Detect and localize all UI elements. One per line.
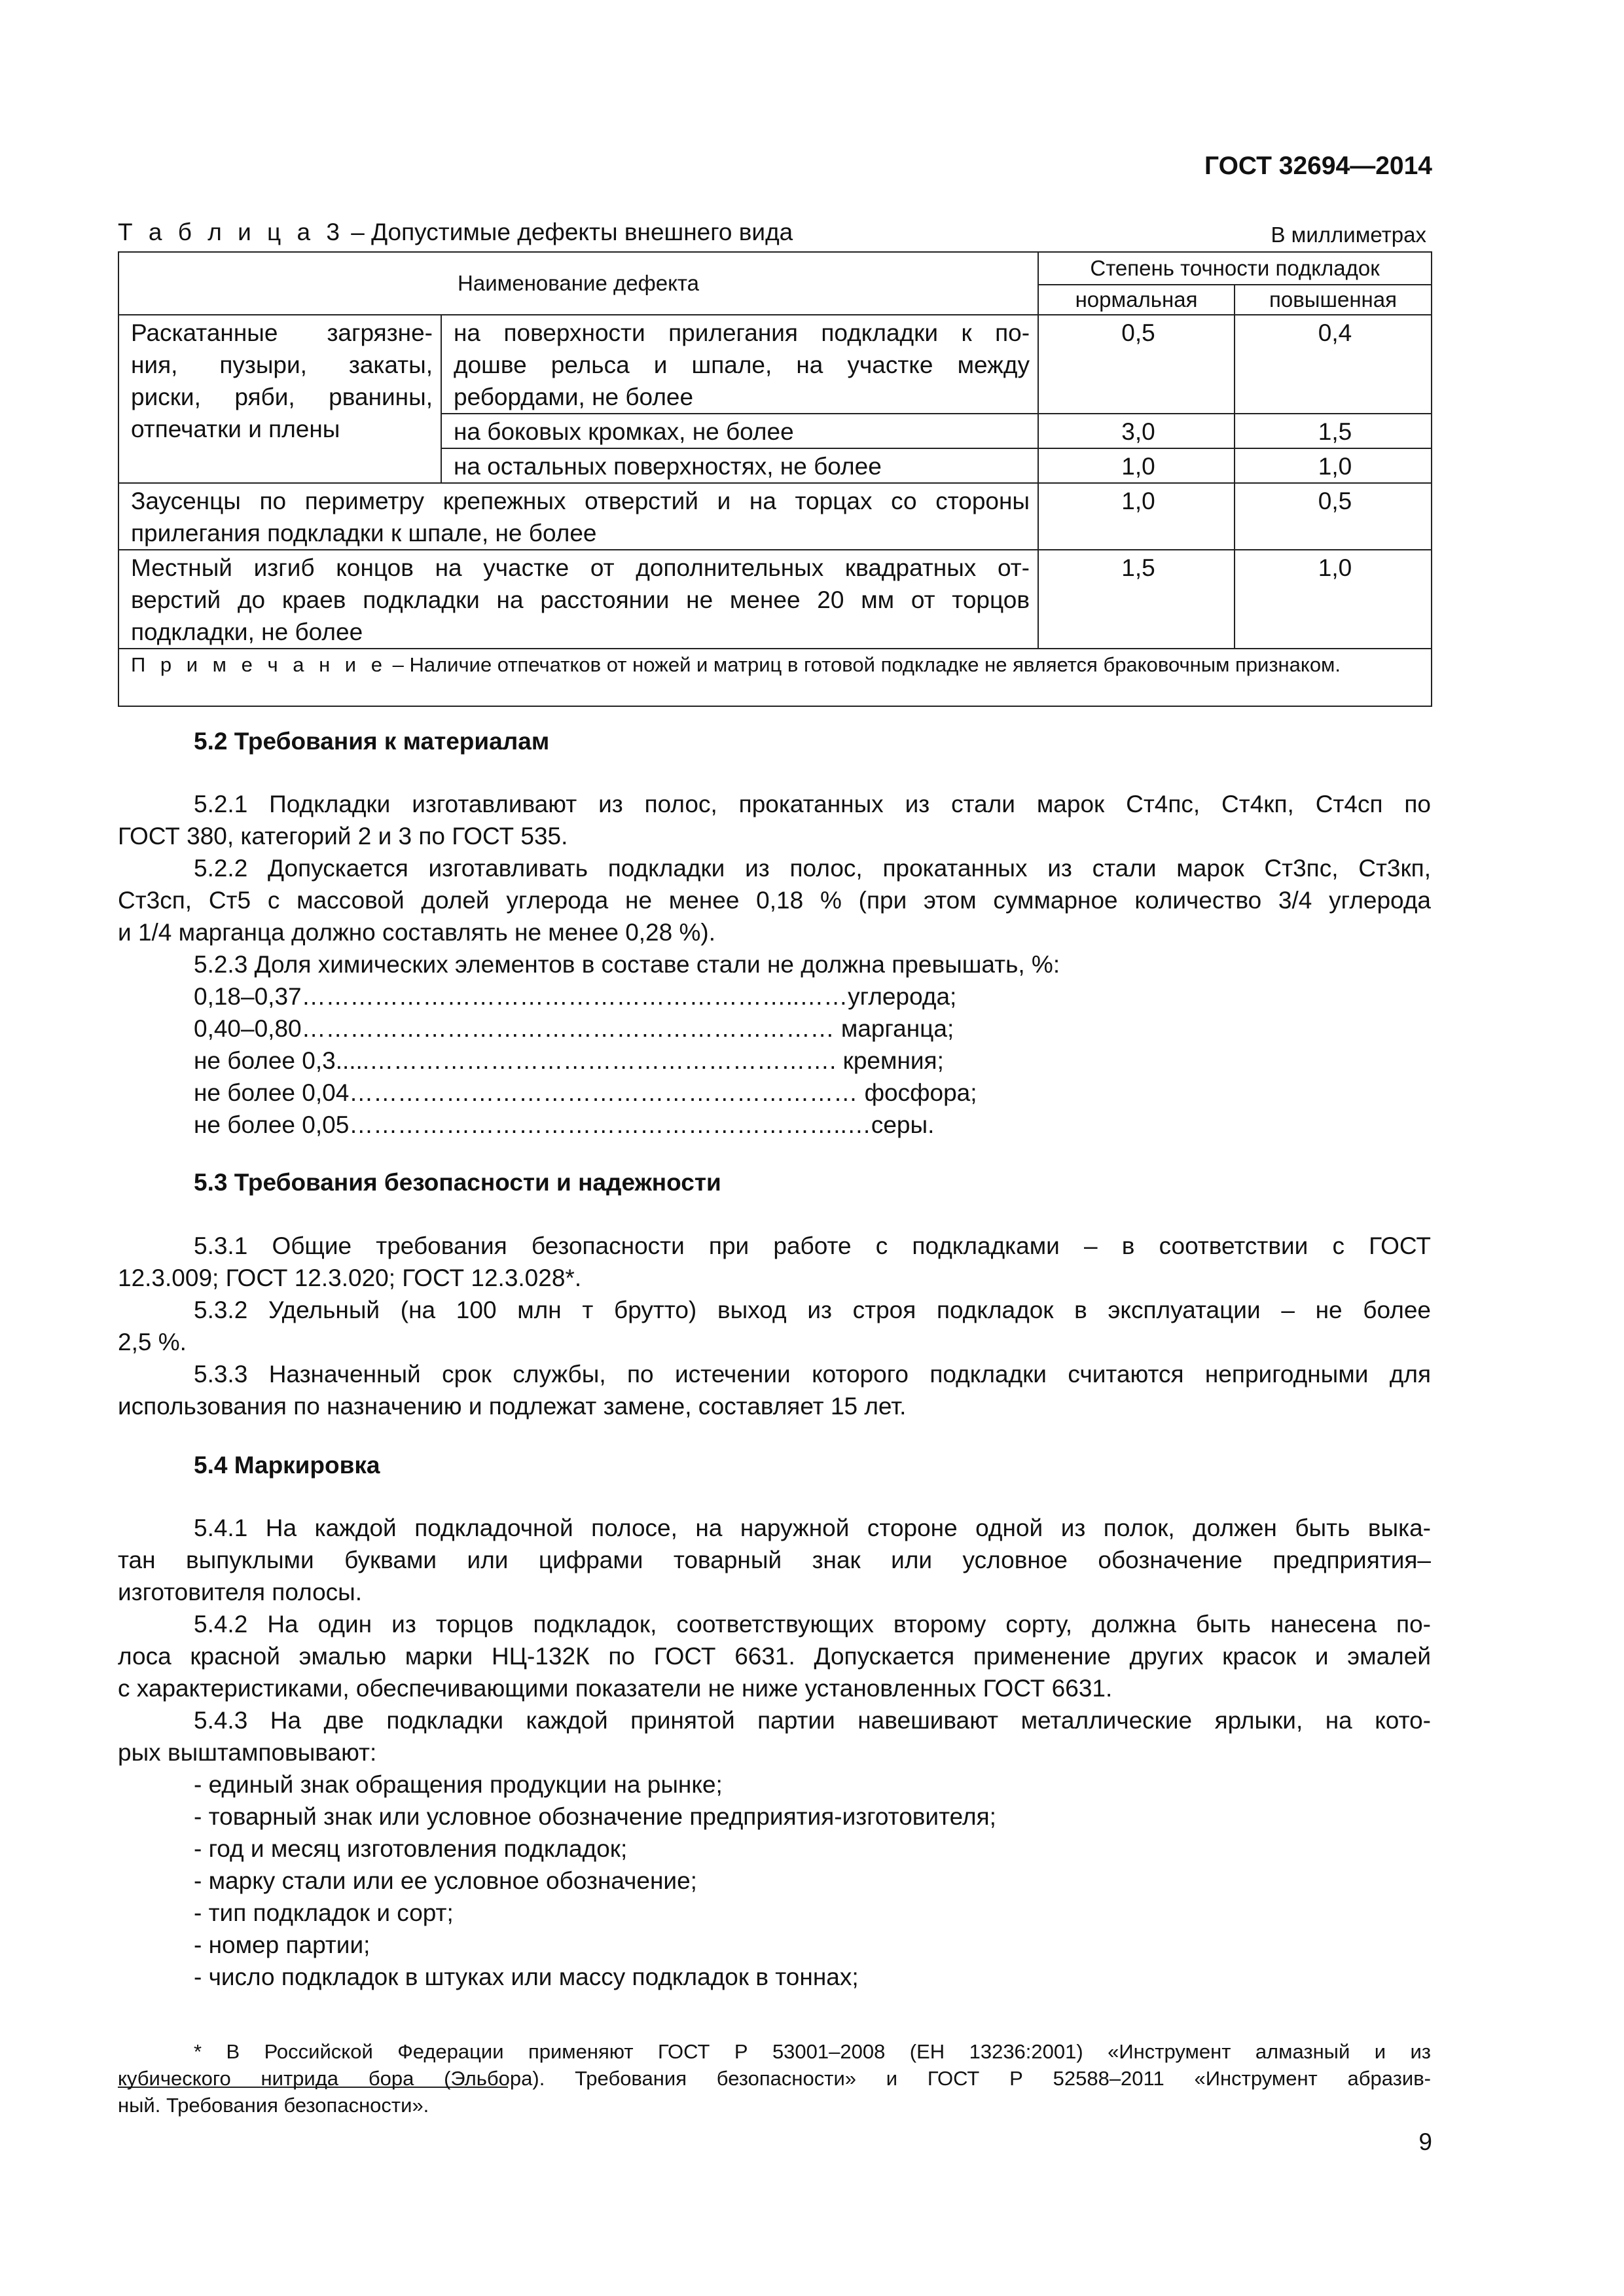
list-item: - год и месяц изготовления подкладок; xyxy=(194,1835,628,1862)
chem-limit-silicon: не более 0,3.....…………………………………………………. кремния; xyxy=(194,1047,944,1074)
table-note-label: П р и м е ч а н и е xyxy=(131,653,387,676)
chem-limit-phosphorus: не более 0,04……………………………………………………… фосфора; xyxy=(194,1079,977,1106)
defect-name: Местный изгиб концов на участке от дополнительных квадратных от- верстий до краев подкладки на расстоянии не менее 20 мм от торцов подкладки, не более xyxy=(118,550,1038,649)
table-note xyxy=(118,649,1432,706)
table-caption-text: – Допустимые дефекты внешнего вида xyxy=(344,219,793,245)
header-high: повышенная xyxy=(1235,285,1432,315)
defect-name: на боковых кромках, не более xyxy=(441,414,1038,448)
defects-table xyxy=(118,251,1432,707)
paragraph-5-3-2: 5.3.2 Удельный (на 100 млн т брутто) выход из строя подкладок в эксплуатации – не более 2,5 %. xyxy=(118,1297,1431,1355)
value-high: 1,0 xyxy=(1235,448,1432,483)
table-note-text: – Наличие отпечатков от ножей и матриц в готовой подкладке не является браковочным признаком. xyxy=(386,653,1341,676)
list-item: - товарный знак или условное обозначение предприятия-изготовителя; xyxy=(194,1803,996,1830)
defect-group-label: Раскатанные загрязне- ния, пузыри, закаты, риски, ряби, рванины, отпечатки и плены xyxy=(118,315,441,483)
list-item: - номер партии; xyxy=(194,1931,370,1958)
table-caption-prefix: Т а б л и ц а 3 xyxy=(118,219,344,245)
chem-limit-sulfur: не более 0,05……………………………………………………..…серы. xyxy=(194,1111,935,1138)
paragraph-5-2-2: 5.2.2 Допускается изготавливать подкладки из полос, прокатанных из стали марок Ст3пс, Ст3кп, Ст3сп, Ст5 с массовой долей углерода не менее 0,18 % (при этом суммарное количество 3/4 углерода и 1/4 марганца должно составлять не менее 0,28 %). xyxy=(118,855,1431,946)
list-item: - марку стали или ее условное обозначение; xyxy=(194,1867,697,1894)
list-item: - тип подкладок и сорт; xyxy=(194,1899,454,1926)
value-high: 1,5 xyxy=(1235,414,1432,448)
paragraph-5-4-1: 5.4.1 На каждой подкладочной полосе, на наружной стороне одной из полок, должен быть выка- тан выпуклыми буквами или цифрами товарный знак или условное обозначение предприятия– изготовителя полосы. xyxy=(118,1515,1431,1605)
value-high: 0,5 xyxy=(1235,483,1432,550)
paragraph-5-4-3: 5.4.3 На две подкладки каждой принятой партии навешивают металлические ярлыки, на кото- рых выштамповывают: xyxy=(118,1707,1431,1766)
paragraph-5-3-1: 5.3.1 Общие требования безопасности при работе с подкладками – в соответствии с ГОСТ 12.3.009; ГОСТ 12.3.020; ГОСТ 12.3.028*. xyxy=(118,1232,1431,1291)
paragraph-5-3-3: 5.3.3 Назначенный срок службы, по истечении которого подкладки считаются непригодными для использования по назначению и подлежат замене, составляет 15 лет. xyxy=(118,1361,1431,1420)
value-normal: 1,0 xyxy=(1038,483,1235,550)
page-number: 9 xyxy=(1418,2128,1432,2155)
value-normal: 1,0 xyxy=(1038,448,1235,483)
defect-name: на остальных поверхностях, не более xyxy=(441,448,1038,483)
defect-name: Заусенцы по периметру крепежных отверстий и на торцах со стороны прилегания подкладки к шпале, не более xyxy=(118,483,1038,550)
value-high: 1,0 xyxy=(1235,550,1432,649)
paragraph-5-2-1: 5.2.1 Подкладки изготавливают из полос, прокатанных из стали марок Ст4пс, Ст4кп, Ст4сп по ГОСТ 380, категорий 2 и 3 по ГОСТ 535. xyxy=(118,791,1431,850)
value-normal: 0,5 xyxy=(1038,315,1235,414)
document-code: ГОСТ 32694—2014 xyxy=(1204,152,1432,180)
table-row xyxy=(118,550,1432,649)
footnote: * В Российской Федерации применяют ГОСТ Р 53001–2008 (ЕН 13236:2001) «Инструмент алмазный и из кубического нитрида бора (Эльбора). Требования безопасности» и ГОСТ Р 52588–2011 «Инструмент абразив- ный. Требования безопасности». xyxy=(118,2040,1431,2117)
header-defect-name: Наименование дефекта xyxy=(118,252,1038,315)
list-item: - число подкладок в штуках или массу подкладок в тоннах; xyxy=(194,1964,859,1990)
table-units: В миллиметрах xyxy=(1271,223,1426,247)
table-row xyxy=(118,483,1432,550)
defect-name: на поверхности прилегания подкладки к по- дошве рельса и шпале, на участке между ребордами, не более xyxy=(441,315,1038,414)
value-normal: 3,0 xyxy=(1038,414,1235,448)
table-row xyxy=(118,315,1432,414)
chem-limit-carbon: 0,18–0,37……………………………………………………..……углерода; xyxy=(194,983,957,1010)
section-heading-5-4: 5.4 Маркировка xyxy=(194,1452,380,1479)
list-item: - единый знак обращения продукции на рынке; xyxy=(194,1771,723,1798)
value-high: 0,4 xyxy=(1235,315,1432,414)
chem-limit-manganese: 0,40–0,80………………………………………………………… марганца; xyxy=(194,1015,954,1042)
paragraph-5-4-2: 5.4.2 На один из торцов подкладок, соответствующих второму сорту, должна быть нанесена по- лоса красной эмалью марки НЦ-132К по ГОСТ 6631. Допускается применение других красок и эмалей с характеристиками, обеспечивающими показатели не ниже установленных ГОСТ 6631. xyxy=(118,1611,1431,1702)
paragraph-5-2-3: 5.2.3 Доля химических элементов в составе стали не должна превышать, %: xyxy=(194,951,1060,978)
header-precision: Степень точности подкладок xyxy=(1038,252,1432,285)
header-normal: нормальная xyxy=(1038,285,1235,315)
section-heading-5-2: 5.2 Требования к материалам xyxy=(194,728,550,755)
section-heading-5-3: 5.3 Требования безопасности и надежности xyxy=(194,1169,721,1196)
value-normal: 1,5 xyxy=(1038,550,1235,649)
table-caption xyxy=(118,219,793,246)
